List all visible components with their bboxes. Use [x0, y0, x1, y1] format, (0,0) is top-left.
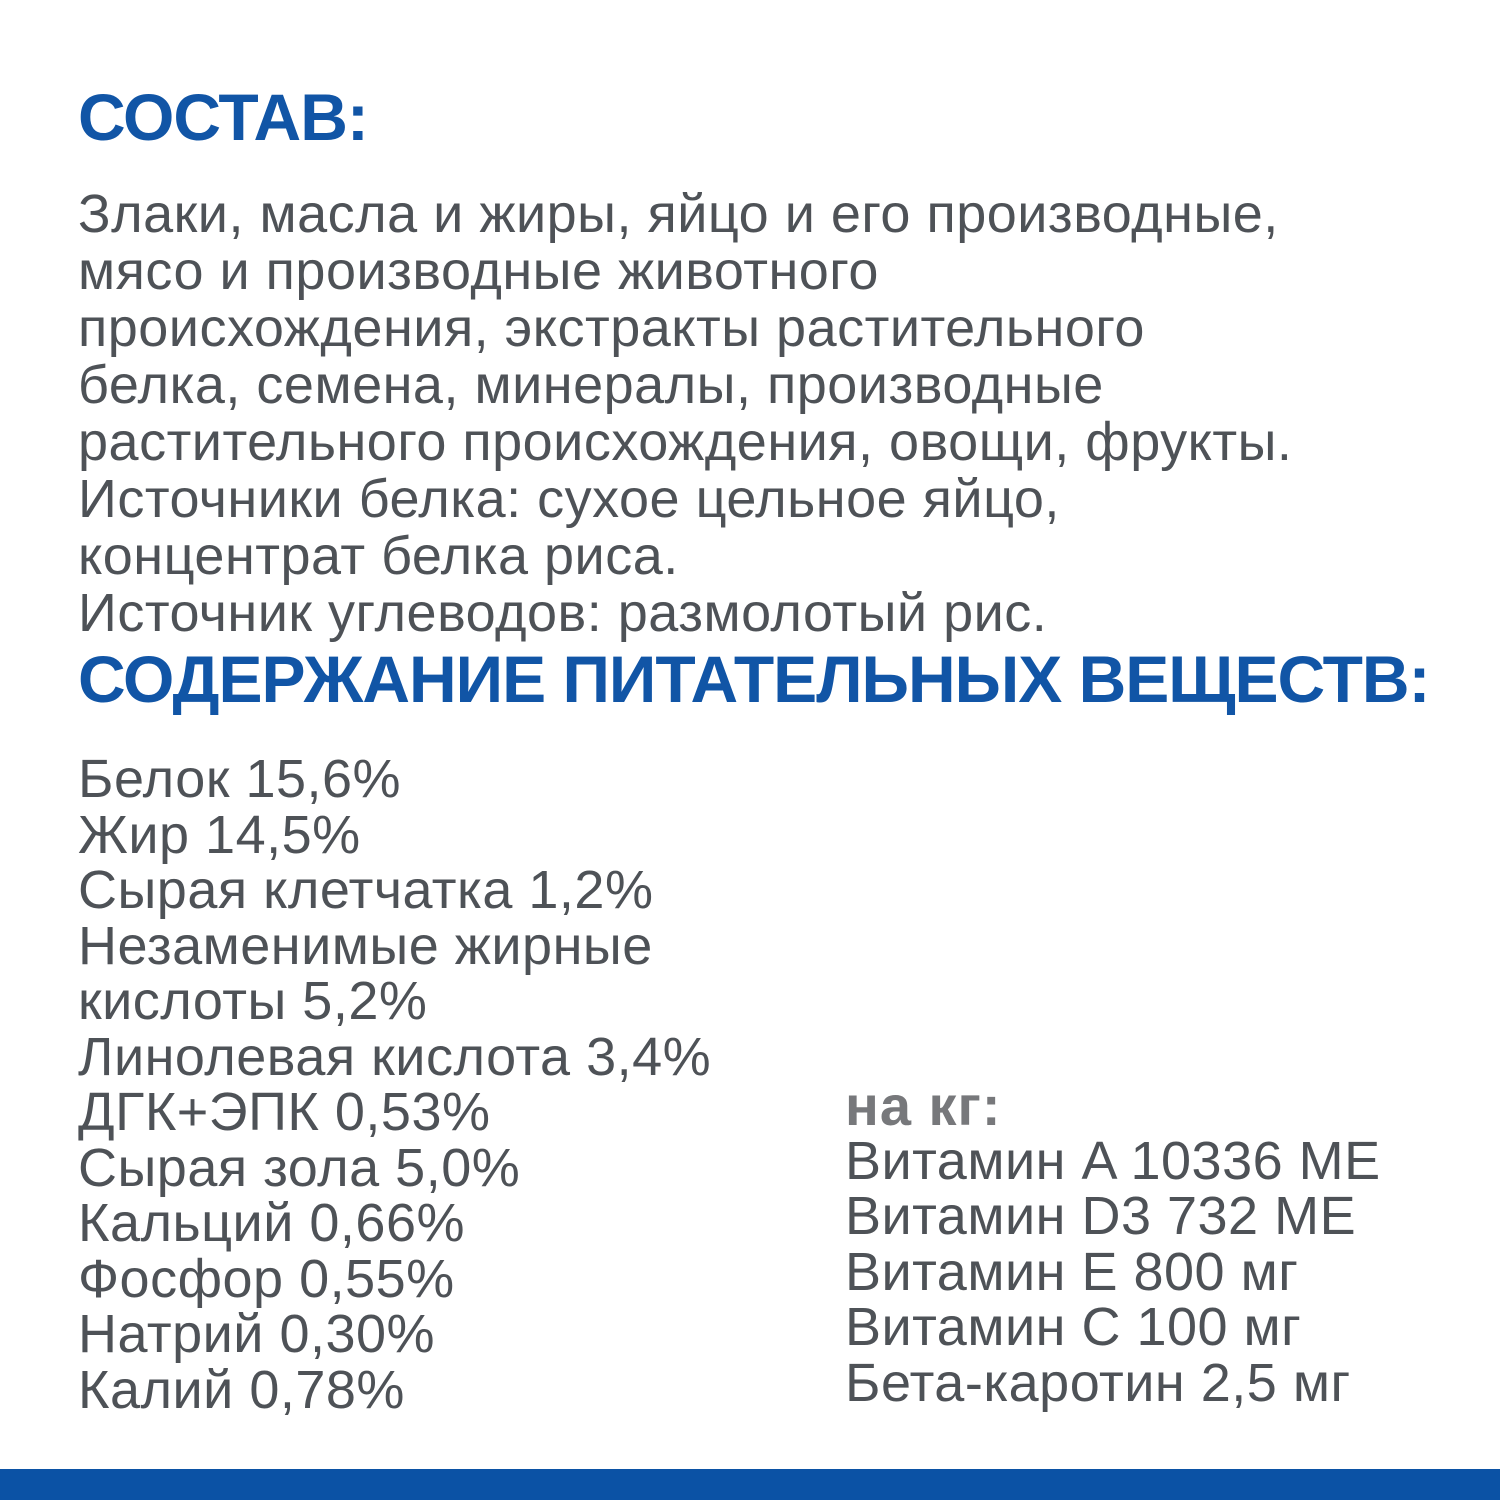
nutrient-line: ДГК+ЭПК 0,53% [78, 1082, 491, 1142]
composition-line: Источники белка: сухое цельное яйцо, [78, 469, 1060, 529]
nutrient-line: Жир 14,5% [78, 804, 361, 865]
composition-heading: СОСТАВ: [78, 80, 368, 154]
per-kg-block [845, 1074, 1381, 1413]
nutrient-line: Фосфор 0,55% [78, 1248, 455, 1309]
composition-line: Злаки, масла и жиры, яйцо и его производные, [78, 184, 1279, 244]
nutrient-line: Кальций 0,66% [78, 1193, 466, 1253]
nutrients-list [78, 749, 712, 1420]
bottom-brand-bar [0, 1469, 1500, 1500]
composition-line: происхождения, экстракты растительного [78, 298, 1145, 358]
composition-line: мясо и производные животного [78, 241, 879, 301]
composition-line: растительного происхождения, овощи, фрукты. [78, 412, 1293, 472]
nutrient-line: Натрий 0,30% [78, 1304, 436, 1364]
nutrient-line: кислоты 5,2% [78, 971, 428, 1031]
nutrient-line: Белок 15,6% [78, 749, 402, 809]
vitamin-line: Витамин A 10336 МЕ [845, 1130, 1381, 1191]
composition-line: концентрат белка риса. [78, 526, 679, 586]
nutrient-line: Незаменимые жирные [78, 915, 653, 976]
vitamin-line: Витамин E 800 мг [845, 1241, 1299, 1302]
vitamin-line: Витамин D3 732 МЕ [845, 1186, 1357, 1246]
composition-text [78, 186, 1292, 642]
nutrient-line: Линолевая кислота 3,4% [78, 1026, 712, 1087]
composition-line: Источник углеводов: размолотый рис. [78, 583, 1048, 643]
nutrient-line: Сырая зола 5,0% [78, 1137, 521, 1198]
vitamin-line: Витамин C 100 мг [845, 1297, 1302, 1357]
per-kg-heading: на кг: [845, 1074, 1002, 1137]
nutrient-line: Сырая клетчатка 1,2% [78, 860, 654, 920]
vitamin-line: Бета-каротин 2,5 мг [845, 1352, 1351, 1413]
composition-line: белка, семена, минералы, производные [78, 355, 1104, 415]
nutrients-heading: СОДЕРЖАНИЕ ПИТАТЕЛЬНЫХ ВЕЩЕСТВ: [78, 642, 1430, 716]
nutrient-line: Калий 0,78% [78, 1359, 405, 1420]
